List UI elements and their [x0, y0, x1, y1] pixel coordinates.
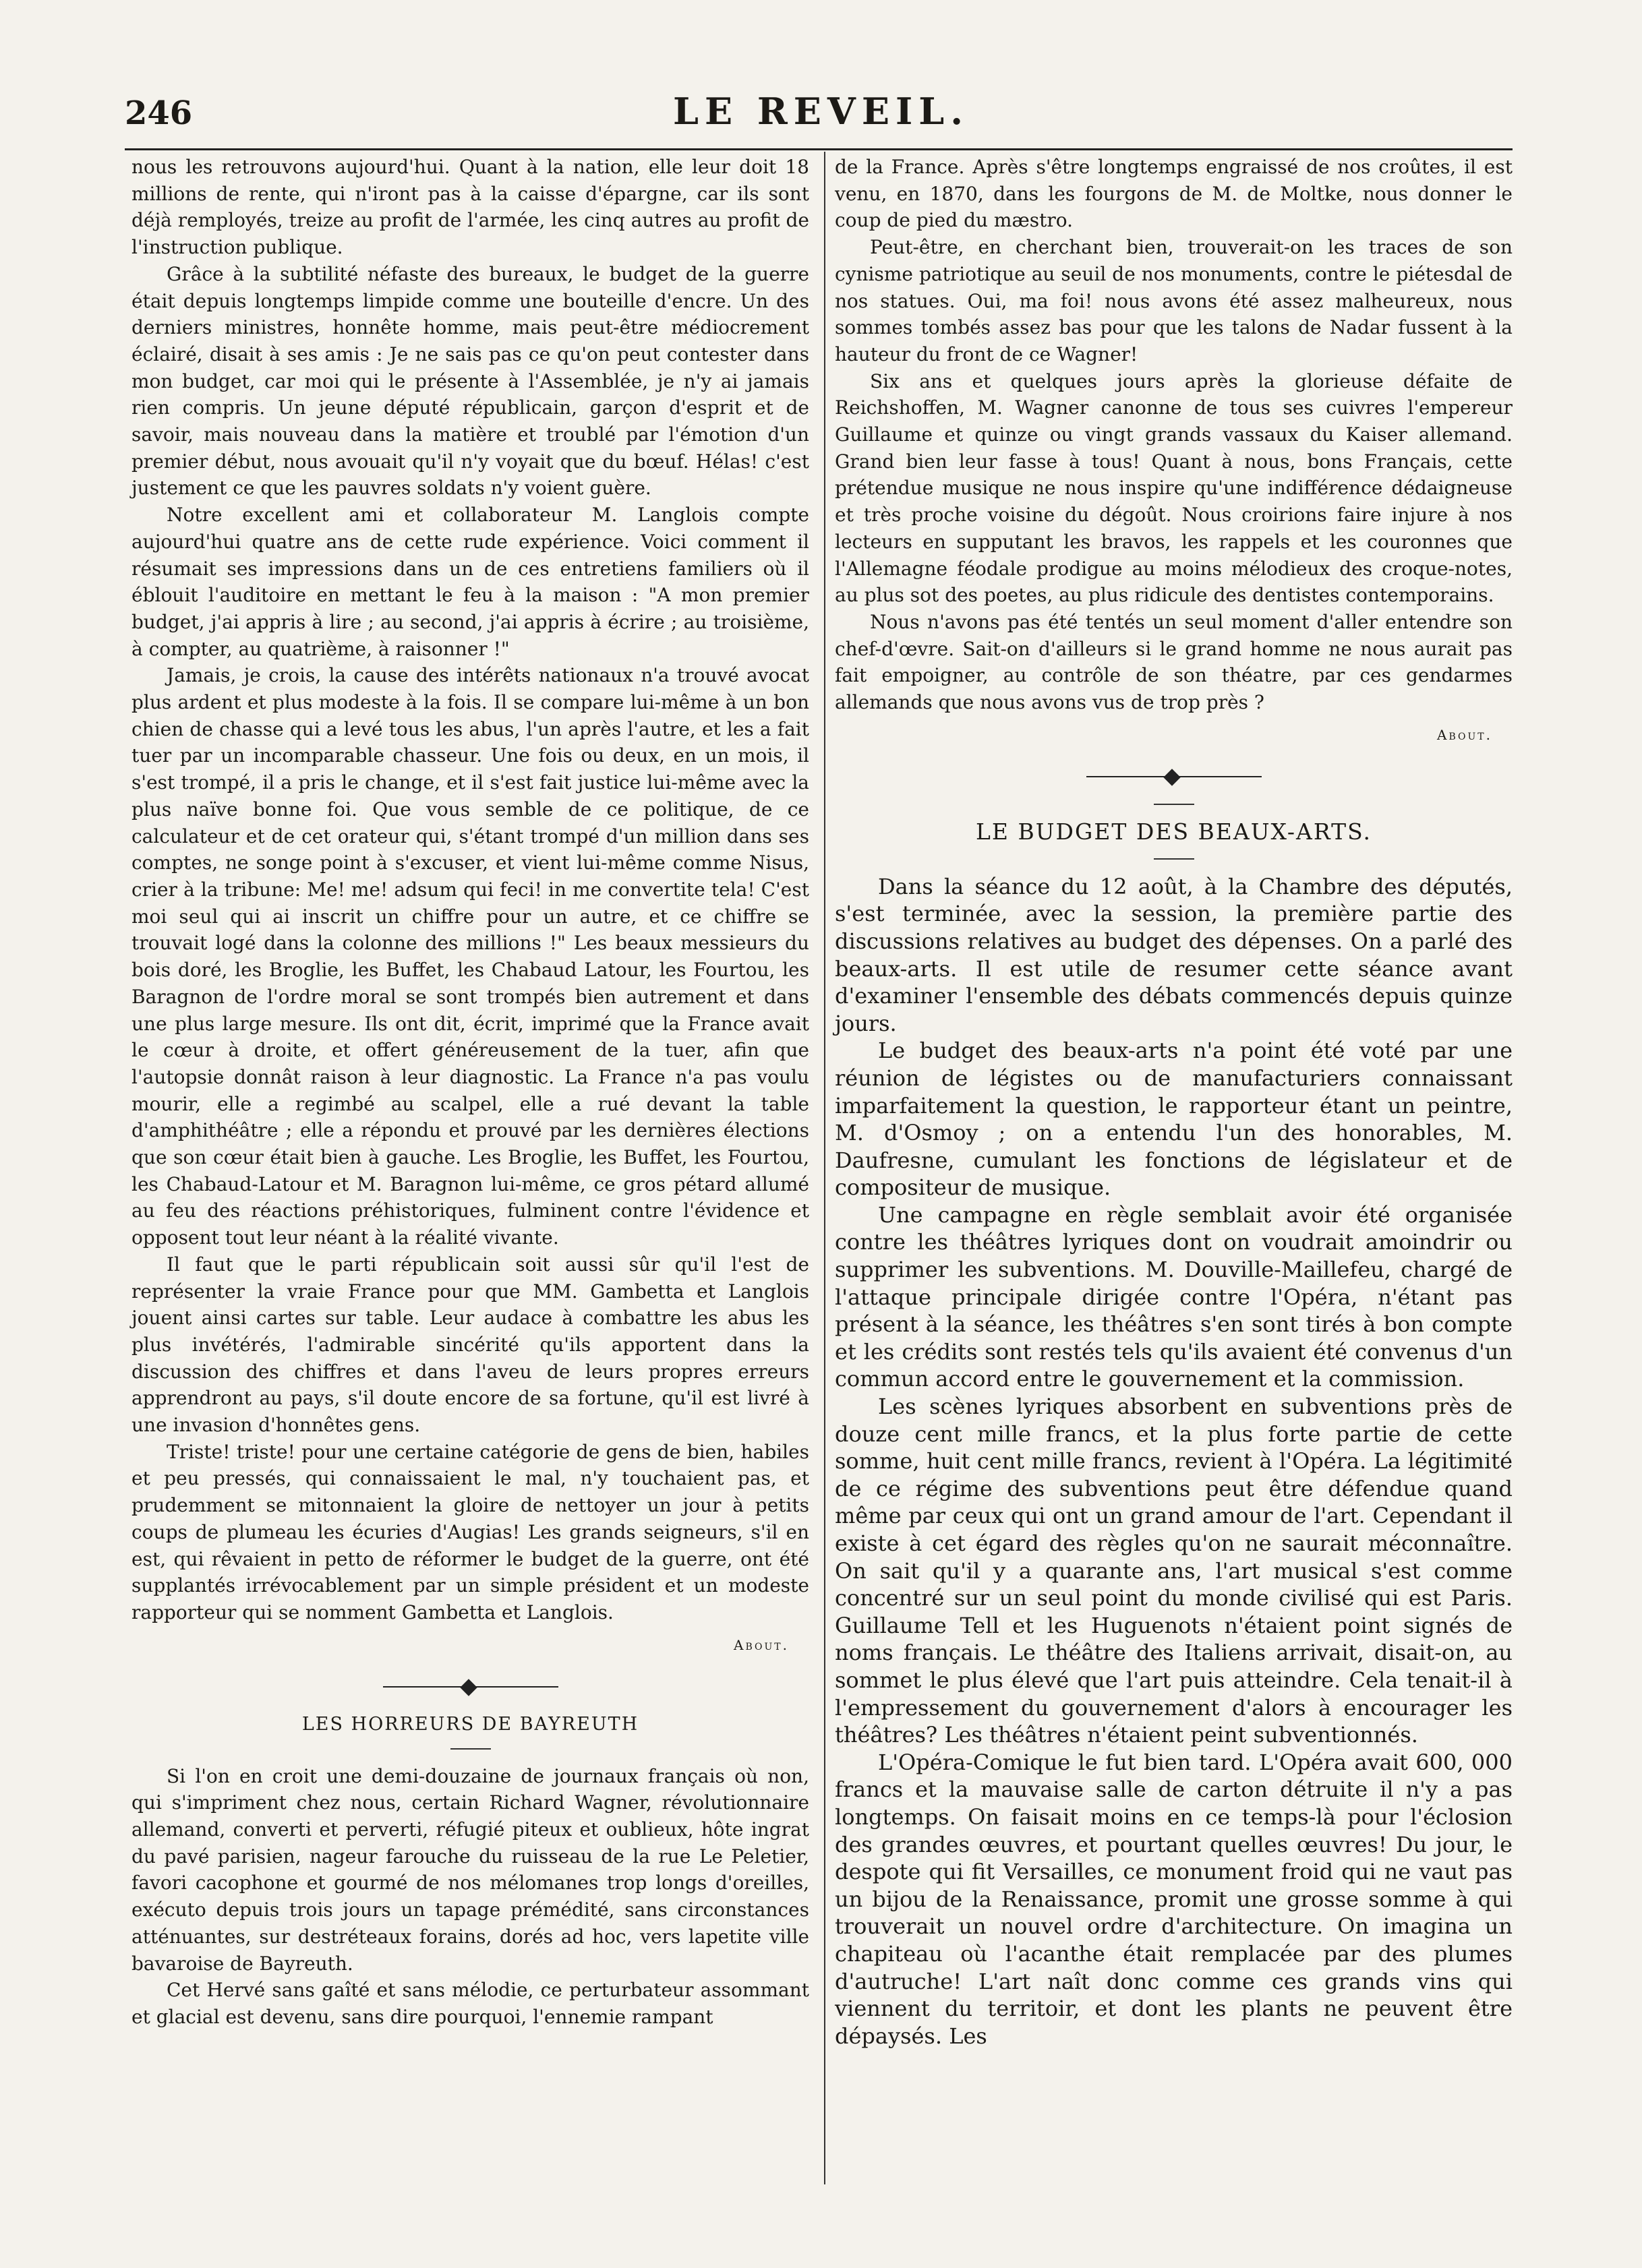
section-title: LES HORREURS DE BAYREUTH — [301, 1713, 639, 1735]
left-column — [131, 154, 809, 2031]
article-paragraph: Le budget des beaux-arts n'a point été voté par une réunion de légistes ou de manufacturiers connaissant imparfaitement la question, le rapporteur étant un peintre, M. d'Osmoy ; on a entendu l'un des honorables, M. Daufresne, cumulant les fonctions de législateur et de compositeur de musique. — [835, 1038, 1513, 1201]
article-paragraph: Six ans et quelques jours après la glorieuse défaite de Reichshoffen, M. Wagner canonne de tous ses cuivres l'empereur Guillaume et quinze ou vingt grands vassaux du Kaiser allemand. Grand bien leur fasse à tous! Quant à nous, bons Français, cette prétendue musique ne nous inspire qu'une indifférence dédaigneuse et très proche voisine du dégoût. Nous croirions faire injure à nos lecteurs en supputant les bravos, les rappels et les couronnes que l'Allemagne féodale prodigue au moins mélodieux des croque-notes, au plus sot des poetes, au plus ridicule des dentistes contemporains. — [835, 369, 1513, 607]
article-paragraph: Triste! triste! pour une certaine catégorie de gens de bien, habiles et peu pressés, qui connaissaient le mal, n'y touchaient pas, et prudemment se mitonnaient la gloire de nettoyer un jour à petits coups de plumeau les écuries d'Augias! Les grands seigneurs, s'il en est, qui rêvaient in petto de réformer le budget de la guerre, ont été supplantés irrévocablement par un simple président et un modeste rapporteur qui se nomment Gambetta et Langlois. — [131, 1440, 809, 1623]
article-paragraph: Peut-être, en cherchant bien, trouverait-on les traces de son cynisme patriotique au seuil de nos monuments, contre le piétesdal de nos statues. Oui, ma foi! nous avons été assez malheureux, nous sommes tombés assez bas pour que les talons de Nadar fussent à la hauteur du front de ce Wagner! — [835, 236, 1513, 365]
page-number: 246 — [125, 94, 193, 132]
title-rule — [450, 1748, 491, 1750]
ornament-diamond-icon — [460, 1679, 477, 1696]
title-rule — [1154, 804, 1194, 805]
section-title: LE BUDGET DES BEAUX-ARTS. — [975, 818, 1372, 845]
title-rule — [1154, 858, 1194, 860]
article-paragraph: nous les retrouvons aujourd'hui. Quant à la nation, elle leur doit 18 millions de rente, qui n'iront pas à la caisse d'épargne, car ils sont déjà remployés, treize au profit de l'armée, les cinq autres au profit de l'instruction publique. — [131, 156, 809, 259]
article-signature: About. — [734, 1636, 789, 1653]
article-paragraph: L'Opéra-Comique le fut bien tard. L'Opéra avait 600, 000 francs et la mauvaise salle de carton détruite il n'y a pas longtemps. On faisait moins en ce temps-là pour l'éclosion des grandes œuvres, et pourtant quelles œuvres! Du jour, le despote qui fit Versailles, ce monument froid qui ne vaut pas un bijou de la Renaissance, promit une grosse somme à qui trouverait un nouvel ordre d'architecture. On imagina un chapiteau où l'acanthe était remplacée par des plumes d'autruche! L'art naît donc comme ces grands vins qui viennent du territoir, et dont les plants ne peuvent être dépaysés. Les — [835, 1749, 1513, 2049]
article-paragraph: Il faut que le parti républicain soit aussi sûr qu'il l'est de représenter la vraie France pour que MM. Gambetta et Langlois jouent ainsi cartes sur table. Leur audace à combattre les abus les plus invétérés, l'admirable sincérité qu'ils apportent dans la discussion des chiffres et dans l'aveu de leurs propres erreurs apprendront au pays, s'il doute encore de sa fortune, qu'il est livré à une invasion d'honnêtes gens. — [131, 1253, 809, 1437]
ornament-diamond-icon — [1163, 769, 1180, 785]
section-ornament — [1086, 763, 1262, 790]
article-paragraph: Notre excellent ami et collaborateur M. Langlois compte aujourd'hui quatre ans de cette rude expérience. Voici comment il résumait ses impressions dans un de ces entretiens familiers où il éblouit l'auditoire en mettant le feu à la maison : "A mon premier budget, j'ai appris à lire ; au second, j'ai appris à écrire ; au troisième, à compter, au quatrième, à raisonner !" — [131, 504, 809, 660]
column-divider — [824, 152, 825, 2184]
article-signature: About. — [1437, 726, 1492, 743]
right-column — [835, 154, 1513, 2050]
newspaper-title: LE REVEIL. — [672, 90, 970, 133]
article-paragraph: Une campagne en règle semblait avoir été organisée contre les théâtres lyriques dont on voudrait amoindrir ou supprimer les subventions. M. Douville-Maillefeu, chargé de l'attaque principale dirigée contre l'Opéra, n'étant pas présent à la séance, les théâtres s'en sont tirés à bon compte et les crédits sont restés tels qu'ils avaient été convenus d'un commun accord entre le gouvernement et la commission. — [835, 1201, 1513, 1392]
article-paragraph: Dans la séance du 12 août, à la Chambre des députés, s'est terminée, avec la session, la première partie des discussions relatives au budget des dépenses. On a parlé des beaux-arts. Il est utile de resumer cette séance avant d'examiner l'ensemble des débats commencés depuis quinze jours. — [835, 873, 1513, 1036]
article-paragraph: Les scènes lyriques absorbent en subventions près de douze cent mille francs, et la plus forte partie de cette somme, huit cent mille francs, revient à l'Opéra. La légitimité de ce régime des subventions peut être défendue quand même par ceux qui ont un grand amour de l'art. Cependant il existe à cet égard des règles qu'on ne saurait méconnaître. On sait qu'il y a quarante ans, l'art musical s'est comme concentré sur un seul point du monde civilisé qui est Paris. Guillaume Tell et les Huguenots n'étaient point signés de noms français. Le théâtre des Italiens arrivait, disait-on, au sommet le plus élevé que l'art puis atteindre. Cela tenait-il à l'empressement du gouvernement d'alors à encourager les théâtres? Les théâtres n'étaient peint subventionnés. — [835, 1394, 1513, 1748]
article-paragraph: Si l'on en croit une demi-douzaine de journaux français où non, qui s'impriment chez nous, certain Richard Wagner, révolutionnaire allemand, converti et perverti, réfugié piteux et oublieux, hôte ingrat du pavé parisien, nageur farouche du ruisseau de la rue Le Peletier, favori cacophone et gourmé de nos mélomanes trop longs d'oreilles, exécuto depuis trois jours un tapage prémédité, sans circonstances atténuantes, sur destréteaux forains, dorés ad hoc, vers lapetite ville bavaroise de Bayreuth. — [131, 1764, 809, 1975]
article-paragraph: de la France. Après s'être longtemps engraissé de nos croûtes, il est venu, en 1870, dans les fourgons de M. de Moltke, nous donner le coup de pied du mæstro. — [835, 156, 1513, 232]
article-paragraph: Jamais, je crois, la cause des intérêts nationaux n'a trouvé avocat plus ardent et plus modeste à la fois. Il se compare lui-même à un bon chien de chasse qui a levé tous les abus, l'un après l'autre, et les a fait tuer par un incomparable chasseur. Une fois ou deux, en un mois, il s'est trompé, il a pris le change, et il s'est fait justice lui-même avec la plus naïve bonne foi. Que vous semble de ce politique, de ce calculateur et de cet orateur qui, s'étant trompé d'un million dans ses comptes, ne songe point à s'excuser, et vient lui-même comme Nisus, crier à la tribune: Me! me! adsum qui feci! in me convertite tela! C'est moi seul qui ai inscrit un chiffre pour un autre, et ce chiffre se trouvait logé dans la colonne des millions !" Les beaux messieurs du bois doré, les Broglie, les Buffet, les Chabaud Latour, les Fourtou, les Baragnon de l'ordre moral se sont trompés bien autrement et dans une plus large mesure. Ils ont dit, écrit, imprimé que la France avait le cœur à droite, et offert généreusement de la tuer, afin que l'autopsie donnât raison à leur diagnostic. La France n'a pas voulu mourir, elle a regimbé au scalpel, elle a rué devant la table d'amphithéâtre ; elle a répondu et prouvé par les dernières élections que son cœur était bien à gauche. Les Broglie, les Buffet, les Fourtou, les Chabaud-Latour et M. Baragnon lui-même, ce gros pétard allumé au feu des réactions préhistoriques, fulminent contre l'évidence et opposent tout leur néant à la réalité vivante. — [131, 664, 809, 1249]
article-paragraph: Nous n'avons pas été tentés un seul moment d'aller entendre son chef-d'œvre. Sait-on d'ailleurs si le grand homme ne nous aurait pas fait empoigner, au contrôle de son théatre, par ces gendarmes allemands que nous avons vus de trop près ? — [835, 610, 1513, 714]
header-rule — [125, 148, 1513, 150]
article-paragraph: Grâce à la subtilité néfaste des bureaux, le budget de la guerre était depuis longtemps limpide comme une bouteille d'encre. Un des derniers ministres, honnête homme, mais peut-être médiocrement éclairé, disait à ses amis : Je ne sais pas ce qu'on peut contester dans mon budget, car moi qui le présente à l'Assemblée, je n'y ai jamais rien compris. Un jeune député républicain, garçon d'esprit et de savoir, mais nouveau dans la matière et troublé par l'émotion d'un premier début, nous avouait qu'il n'y voyait que du bœuf. Hélas! c'est justement ce que les pauvres soldats n'y voient guère. — [131, 262, 809, 500]
section-ornament — [383, 1673, 558, 1700]
article-paragraph: Cet Hervé sans gaîté et sans mélodie, ce perturbateur assommant et glacial est devenu, sans dire pourquoi, l'ennemie rampant — [131, 1979, 809, 2028]
